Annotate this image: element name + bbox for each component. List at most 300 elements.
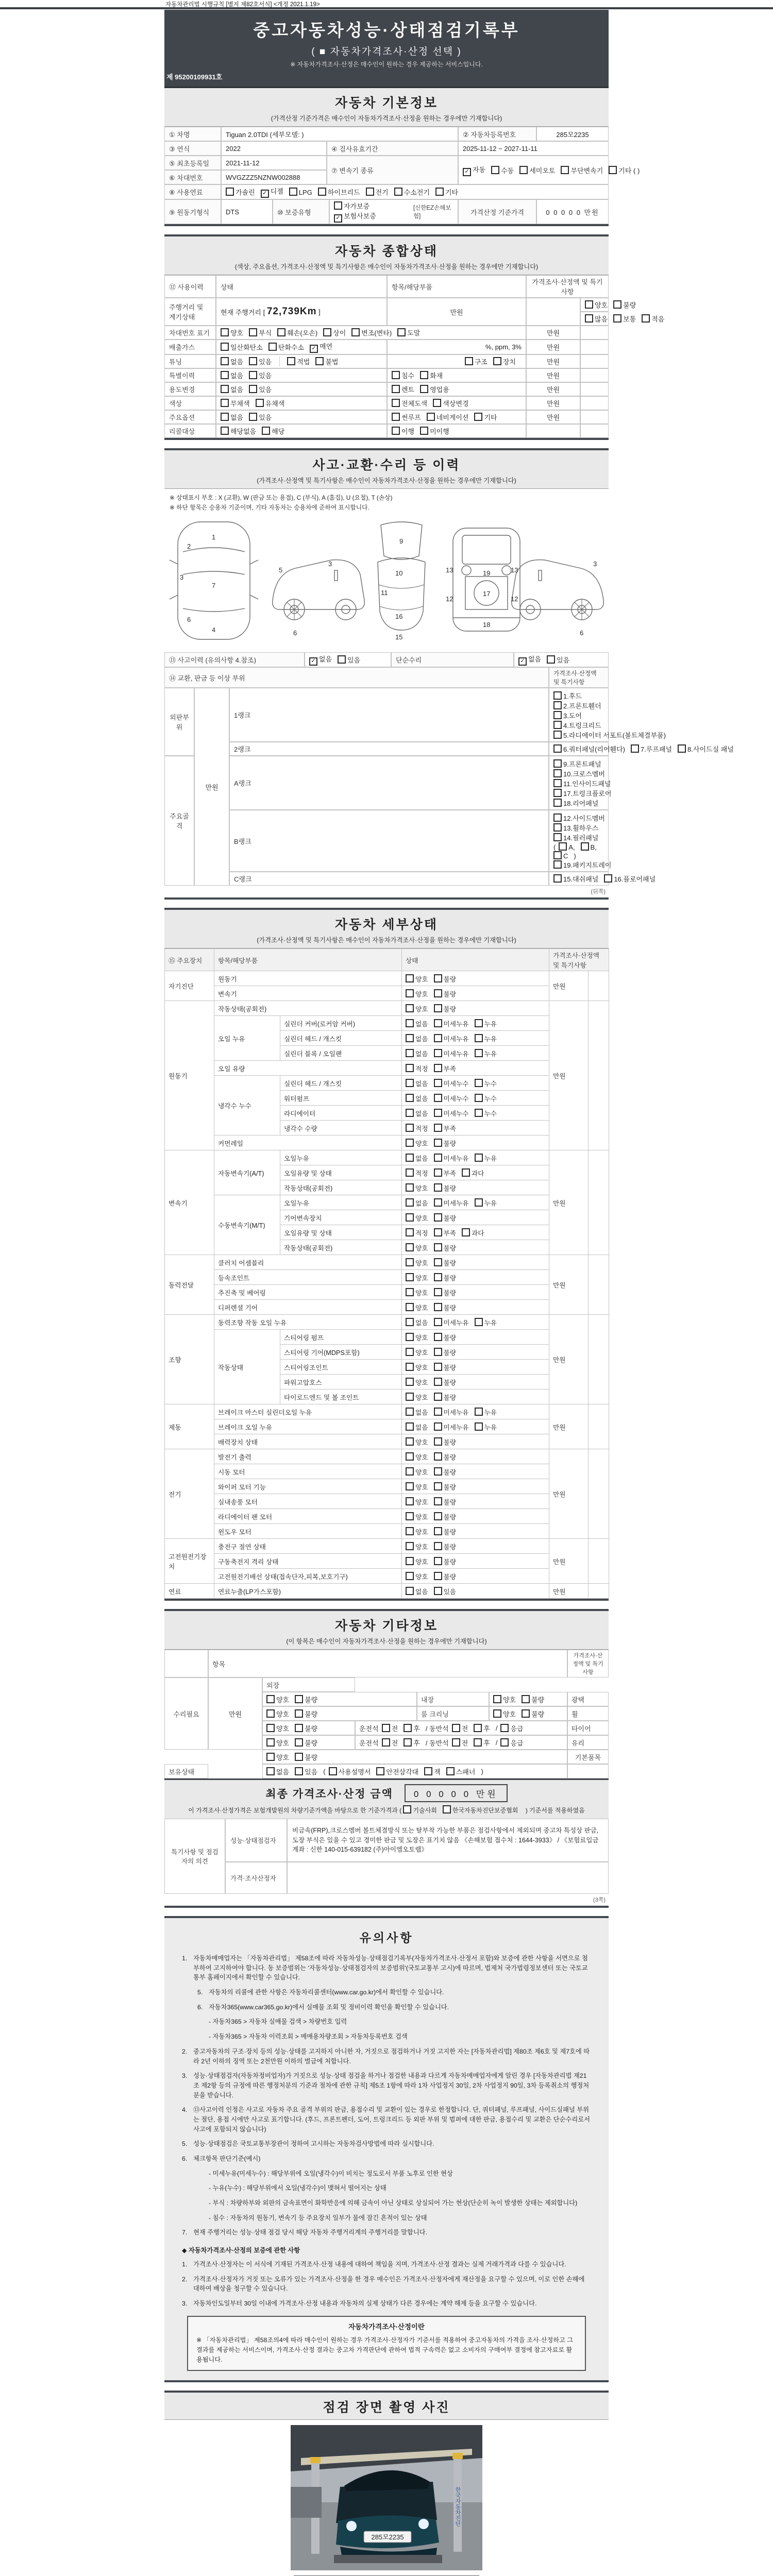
checkbox-option[interactable] [406, 1080, 428, 1088]
checkbox-option[interactable] [500, 1723, 523, 1733]
checkbox-option[interactable] [268, 342, 304, 352]
checkbox-option[interactable] [553, 834, 598, 842]
checkbox-option[interactable] [434, 1021, 469, 1028]
checkbox-icon[interactable] [406, 1064, 414, 1072]
checkbox-option[interactable] [462, 1170, 484, 1177]
checkbox-icon[interactable] [434, 1437, 442, 1446]
checkbox-option[interactable] [249, 412, 272, 422]
checkbox-icon[interactable] [452, 1724, 460, 1732]
checkbox-icon[interactable] [434, 1557, 442, 1565]
checkbox-option[interactable] [406, 1588, 428, 1596]
checkbox-option[interactable] [406, 1065, 428, 1073]
checkbox-icon[interactable] [277, 328, 285, 336]
checkbox-icon[interactable] [406, 1422, 414, 1431]
checkbox-icon[interactable] [249, 328, 257, 336]
checkbox-icon[interactable] [406, 1557, 414, 1565]
checkbox-option[interactable] [474, 412, 497, 422]
checkbox-icon[interactable] [474, 413, 482, 421]
checkbox-option[interactable] [406, 1424, 428, 1431]
checkbox-option[interactable] [553, 780, 611, 788]
checkbox-option[interactable] [221, 328, 243, 337]
checkbox-option[interactable] [262, 426, 284, 436]
checkbox-option[interactable] [434, 1200, 469, 1207]
checkbox-icon[interactable] [221, 399, 229, 407]
checkbox-option[interactable] [493, 1709, 516, 1719]
checkbox-icon[interactable] [553, 851, 562, 859]
checkbox-icon[interactable] [295, 1767, 303, 1775]
checkbox-icon[interactable] [404, 1738, 412, 1747]
checkbox-icon[interactable] [406, 1109, 414, 1117]
checkbox-icon[interactable] [434, 1363, 442, 1371]
checkbox-option[interactable] [522, 1694, 544, 1704]
checkbox-option[interactable] [334, 202, 369, 210]
checkbox-option[interactable] [434, 1364, 457, 1371]
checkbox-icon[interactable] [613, 314, 621, 323]
checkbox-option[interactable] [289, 188, 312, 196]
checkbox-option[interactable] [392, 384, 414, 394]
checkbox-icon[interactable] [452, 1738, 460, 1747]
checkbox-option[interactable] [434, 1230, 457, 1237]
checkbox-option[interactable] [406, 1469, 428, 1476]
checkbox-icon[interactable] [434, 1064, 442, 1072]
checkbox-option[interactable] [434, 1080, 469, 1088]
checkbox-icon[interactable] [553, 759, 562, 768]
checkbox-icon[interactable] [406, 1408, 414, 1416]
checkbox-icon[interactable] [475, 1049, 483, 1057]
checkbox-icon[interactable] [434, 974, 442, 982]
checkbox-icon[interactable] [581, 842, 589, 851]
checkbox-option[interactable] [397, 328, 420, 337]
checkbox-option[interactable] [434, 1454, 457, 1461]
checkbox-option[interactable] [406, 1379, 428, 1386]
checkbox-icon[interactable] [434, 1109, 442, 1117]
checkbox-icon[interactable] [406, 1393, 414, 1401]
checkbox-option[interactable] [406, 1021, 428, 1028]
checkbox-option[interactable] [406, 1364, 428, 1371]
checkbox-icon[interactable] [609, 166, 617, 174]
checkbox-icon[interactable] [475, 1034, 483, 1042]
checkbox-option[interactable] [406, 1514, 428, 1521]
checkbox-option[interactable] [553, 702, 601, 710]
checkbox-icon[interactable] [406, 1497, 414, 1505]
checkbox-icon[interactable] [434, 1198, 442, 1207]
checkbox-icon[interactable] [221, 385, 229, 393]
checkbox-option[interactable] [406, 1499, 428, 1506]
checkbox-option[interactable] [434, 1006, 457, 1013]
checkbox-icon[interactable] [329, 1767, 337, 1775]
checkbox-option[interactable] [266, 1738, 289, 1748]
checkbox-icon[interactable] [475, 1198, 483, 1207]
checkbox-icon[interactable] [475, 1109, 483, 1117]
checkbox-option[interactable] [295, 1694, 317, 1704]
checkbox-icon[interactable] [392, 385, 400, 393]
checkbox-icon[interactable] [406, 989, 414, 997]
checkbox-icon[interactable] [406, 1273, 414, 1281]
checkbox-option[interactable] [249, 384, 272, 394]
checkbox-icon[interactable] [376, 1767, 384, 1775]
checkbox-icon[interactable] [434, 989, 442, 997]
checkbox-option[interactable] [475, 1036, 497, 1043]
checkbox-option[interactable] [406, 1529, 428, 1536]
checkbox-option[interactable] [406, 1454, 428, 1461]
checkbox-icon[interactable] [392, 371, 400, 379]
checkbox-option[interactable] [406, 1215, 428, 1222]
checkbox-option[interactable] [475, 1409, 497, 1416]
checkbox-icon[interactable] [433, 399, 441, 407]
checkbox-icon[interactable] [553, 789, 562, 797]
checkbox-option[interactable] [295, 1709, 317, 1719]
checkbox-icon[interactable] [382, 1738, 390, 1747]
checkbox-option[interactable] [338, 655, 360, 665]
checkbox-option[interactable] [392, 370, 414, 380]
checkbox-option[interactable] [249, 370, 272, 380]
checkbox-icon[interactable] [434, 1139, 442, 1147]
checkbox-icon[interactable] [553, 833, 562, 841]
checkbox-icon[interactable] [406, 1572, 414, 1580]
checkbox-option[interactable] [334, 212, 376, 220]
checkbox-option[interactable] [434, 1125, 457, 1132]
checkbox-icon[interactable] [404, 1724, 412, 1732]
checkbox-icon[interactable] [585, 314, 593, 323]
checkbox-icon[interactable] [420, 371, 428, 379]
checkbox-option[interactable] [249, 328, 272, 337]
checkbox-option[interactable] [475, 1319, 497, 1327]
checkbox-option[interactable] [394, 187, 430, 197]
checkbox-icon[interactable] [434, 1572, 442, 1580]
checkbox-icon[interactable] [420, 427, 428, 435]
checkbox-option[interactable] [221, 412, 243, 422]
checkbox-option[interactable] [406, 1125, 428, 1132]
checkbox-checked-icon[interactable]: ✓ [310, 345, 318, 353]
checkbox-icon[interactable] [434, 1124, 442, 1132]
checkbox-option[interactable] [295, 1767, 317, 1776]
checkbox-icon[interactable] [424, 1767, 432, 1775]
checkbox-option[interactable] [434, 1275, 457, 1282]
checkbox-option[interactable] [463, 164, 485, 176]
checkbox-icon[interactable] [434, 1348, 442, 1356]
checkbox-option[interactable] [518, 654, 541, 666]
checkbox-icon[interactable] [266, 1738, 275, 1747]
checkbox-option[interactable] [553, 732, 666, 739]
checkbox-icon[interactable] [491, 166, 499, 174]
checkbox-icon[interactable] [434, 1408, 442, 1416]
checkbox-option[interactable] [475, 1155, 497, 1162]
checkbox-icon[interactable] [406, 1542, 414, 1550]
checkbox-option[interactable] [221, 342, 263, 352]
checkbox-icon[interactable] [266, 1724, 275, 1732]
checkbox-option[interactable] [406, 1394, 428, 1401]
checkbox-icon[interactable] [434, 1542, 442, 1550]
checkbox-icon[interactable] [406, 1437, 414, 1446]
checkbox-option[interactable] [221, 384, 243, 394]
checkbox-option[interactable] [519, 165, 555, 175]
checkbox-option[interactable] [406, 1006, 428, 1013]
checkbox-icon[interactable] [435, 188, 444, 196]
checkbox-icon[interactable] [406, 1154, 414, 1162]
checkbox-icon[interactable] [500, 1738, 509, 1747]
checkbox-icon[interactable] [427, 413, 435, 421]
checkbox-option[interactable] [493, 357, 516, 366]
checkbox-option[interactable] [434, 1349, 457, 1357]
checkbox-option[interactable] [434, 1409, 469, 1416]
checkbox-icon[interactable] [434, 1019, 442, 1027]
checkbox-icon[interactable] [462, 1168, 470, 1177]
checkbox-icon[interactable] [249, 371, 257, 379]
checkbox-icon[interactable] [475, 1079, 483, 1087]
checkbox-option[interactable] [434, 1334, 457, 1342]
checkbox-icon[interactable] [585, 300, 593, 309]
checkbox-icon[interactable] [434, 1467, 442, 1476]
checkbox-option[interactable] [642, 314, 664, 324]
checkbox-icon[interactable] [406, 1482, 414, 1490]
checkbox-option[interactable] [309, 654, 332, 666]
checkbox-option[interactable] [475, 1424, 497, 1431]
checkbox-option[interactable] [406, 1439, 428, 1446]
checkbox-checked-icon[interactable]: ✓ [518, 657, 527, 666]
checkbox-option[interactable] [434, 1319, 469, 1327]
checkbox-option[interactable] [406, 1036, 428, 1043]
checkbox-icon[interactable] [403, 1805, 411, 1814]
checkbox-option[interactable] [266, 1752, 289, 1762]
checkbox-option[interactable] [434, 1155, 469, 1162]
checkbox-icon[interactable] [266, 1753, 275, 1761]
checkbox-option[interactable] [475, 1021, 497, 1028]
checkbox-icon[interactable] [397, 328, 406, 336]
checkbox-option[interactable] [406, 1140, 428, 1147]
checkbox-icon[interactable] [351, 328, 360, 336]
checkbox-icon[interactable] [406, 1452, 414, 1461]
checkbox-icon[interactable] [493, 1709, 501, 1718]
checkbox-icon[interactable] [406, 1318, 414, 1326]
checkbox-option[interactable] [406, 1200, 428, 1207]
checkbox-option[interactable] [434, 1065, 457, 1073]
checkbox-option[interactable] [420, 384, 449, 394]
checkbox-icon[interactable] [318, 188, 326, 196]
checkbox-icon[interactable] [434, 1183, 442, 1192]
checkbox-option[interactable] [434, 1514, 457, 1521]
checkbox-option[interactable] [434, 1469, 457, 1476]
checkbox-option[interactable] [462, 1230, 484, 1237]
checkbox-icon[interactable] [392, 427, 400, 435]
checkbox-option[interactable] [434, 1499, 457, 1506]
checkbox-icon[interactable] [474, 1738, 482, 1747]
checkbox-icon[interactable] [553, 769, 562, 777]
checkbox-option[interactable] [434, 1394, 457, 1401]
checkbox-icon[interactable] [475, 1154, 483, 1162]
checkbox-option[interactable] [434, 1573, 457, 1581]
checkbox-option[interactable] [435, 187, 458, 197]
checkbox-icon[interactable] [406, 1303, 414, 1311]
checkbox-icon[interactable] [392, 413, 400, 421]
checkbox-icon[interactable] [295, 1695, 303, 1703]
checkbox-option[interactable] [475, 1095, 497, 1103]
checkbox-icon[interactable] [406, 1587, 414, 1595]
checkbox-option[interactable] [392, 412, 421, 422]
checkbox-option[interactable] [434, 1544, 457, 1551]
checkbox-option[interactable] [420, 370, 443, 380]
checkbox-option[interactable] [434, 1110, 469, 1117]
checkbox-option[interactable] [553, 692, 582, 700]
checkbox-option[interactable] [434, 1185, 457, 1192]
checkbox-option[interactable] [434, 1036, 469, 1043]
checkbox-icon[interactable] [493, 1695, 501, 1703]
checkbox-icon[interactable] [434, 1273, 442, 1281]
checkbox-option[interactable] [406, 1050, 428, 1058]
checkbox-icon[interactable] [406, 1363, 414, 1371]
checkbox-icon[interactable] [406, 1139, 414, 1147]
checkbox-option[interactable] [434, 1529, 457, 1536]
checkbox-icon[interactable] [266, 1695, 275, 1703]
checkbox-icon[interactable] [406, 1288, 414, 1296]
checkbox-option[interactable] [604, 874, 656, 884]
checkbox-option[interactable] [553, 744, 625, 754]
checkbox-option[interactable] [553, 824, 598, 832]
checkbox-option[interactable] [547, 655, 569, 665]
checkbox-icon[interactable] [434, 1318, 442, 1326]
checkbox-option[interactable] [613, 314, 636, 324]
checkbox-option[interactable] [406, 1334, 428, 1342]
checkbox-icon[interactable] [604, 874, 612, 883]
checkbox-option[interactable] [404, 1738, 420, 1748]
checkbox-option[interactable] [392, 426, 414, 436]
checkbox-option[interactable] [406, 1185, 428, 1192]
checkbox-icon[interactable] [642, 314, 650, 323]
checkbox-icon[interactable] [631, 744, 639, 753]
checkbox-option[interactable] [403, 1807, 436, 1814]
checkbox-option[interactable] [553, 852, 568, 860]
checkbox-option[interactable] [406, 1230, 428, 1237]
checkbox-icon[interactable] [406, 1378, 414, 1386]
checkbox-option[interactable] [452, 1723, 468, 1733]
checkbox-option[interactable] [406, 991, 428, 998]
checkbox-icon[interactable] [262, 427, 270, 435]
checkbox-option[interactable] [434, 1260, 457, 1267]
checkbox-option[interactable] [678, 744, 734, 754]
checkbox-icon[interactable] [434, 1034, 442, 1042]
checkbox-icon[interactable] [295, 1724, 303, 1732]
checkbox-option[interactable] [613, 300, 636, 310]
checkbox-icon[interactable] [287, 357, 295, 365]
checkbox-icon[interactable] [221, 343, 229, 351]
checkbox-option[interactable] [323, 328, 346, 337]
checkbox-icon[interactable] [268, 343, 277, 351]
checkbox-icon[interactable] [406, 1019, 414, 1027]
checkbox-icon[interactable] [406, 1527, 414, 1535]
checkbox-icon[interactable] [289, 188, 297, 196]
checkbox-icon[interactable] [561, 166, 569, 174]
checkbox-icon[interactable] [553, 874, 562, 883]
checkbox-icon[interactable] [221, 413, 229, 421]
checkbox-icon[interactable] [434, 1154, 442, 1162]
checkbox-icon[interactable] [500, 1724, 509, 1732]
checkbox-option[interactable] [266, 1767, 289, 1776]
checkbox-checked-icon[interactable]: ✓ [309, 657, 317, 666]
checkbox-icon[interactable] [613, 300, 621, 309]
checkbox-icon[interactable] [226, 188, 234, 196]
checkbox-icon[interactable] [434, 1258, 442, 1266]
checkbox-option[interactable] [392, 398, 427, 408]
checkbox-option[interactable] [434, 1290, 457, 1297]
checkbox-option[interactable] [434, 991, 457, 998]
checkbox-icon[interactable] [295, 1738, 303, 1747]
checkbox-option[interactable] [406, 1558, 428, 1566]
checkbox-icon[interactable] [221, 371, 229, 379]
checkbox-option[interactable] [465, 357, 488, 366]
checkbox-icon[interactable] [406, 974, 414, 982]
checkbox-option[interactable] [315, 358, 338, 366]
checkbox-option[interactable] [406, 1275, 428, 1282]
checkbox-option[interactable] [376, 1767, 418, 1776]
checkbox-icon[interactable] [493, 357, 501, 365]
checkbox-option[interactable] [382, 1723, 398, 1733]
checkbox-icon[interactable] [266, 1709, 275, 1718]
checkbox-option[interactable] [406, 976, 428, 983]
checkbox-option[interactable] [295, 1723, 317, 1733]
checkbox-option[interactable] [475, 1110, 497, 1117]
checkbox-option[interactable] [434, 1095, 469, 1103]
checkbox-icon[interactable] [406, 1228, 414, 1236]
checkbox-icon[interactable] [434, 1482, 442, 1490]
checkbox-icon[interactable] [553, 701, 562, 709]
checkbox-icon[interactable] [394, 188, 402, 196]
checkbox-icon[interactable] [406, 1168, 414, 1177]
checkbox-option[interactable] [585, 300, 608, 310]
checkbox-icon[interactable] [406, 1467, 414, 1476]
checkbox-icon[interactable] [434, 1168, 442, 1177]
checkbox-option[interactable] [474, 1723, 490, 1733]
checkbox-icon[interactable] [434, 1049, 442, 1057]
checkbox-option[interactable] [406, 1170, 428, 1177]
checkbox-option[interactable] [256, 398, 285, 408]
checkbox-icon[interactable] [406, 1034, 414, 1042]
checkbox-option[interactable] [434, 1304, 457, 1312]
checkbox-option[interactable] [221, 426, 256, 436]
checkbox-option[interactable] [221, 370, 243, 380]
checkbox-icon[interactable] [434, 1422, 442, 1431]
checkbox-icon[interactable] [553, 779, 562, 787]
checkbox-option[interactable] [406, 1304, 428, 1312]
checkbox-option[interactable] [553, 874, 598, 884]
checkbox-option[interactable] [366, 187, 389, 197]
checkbox-icon[interactable] [678, 744, 686, 753]
checkbox-option[interactable] [553, 800, 598, 807]
checkbox-icon[interactable] [406, 1348, 414, 1356]
checkbox-option[interactable] [406, 1409, 428, 1416]
checkbox-icon[interactable] [553, 799, 562, 807]
checkbox-icon[interactable] [406, 1243, 414, 1251]
checkbox-icon[interactable] [474, 1724, 482, 1732]
checkbox-option[interactable] [434, 1050, 469, 1058]
checkbox-icon[interactable] [522, 1709, 530, 1718]
checkbox-option[interactable] [266, 1723, 289, 1733]
checkbox-icon[interactable] [420, 385, 428, 393]
checkbox-icon[interactable] [475, 1318, 483, 1326]
checkbox-icon[interactable] [434, 1333, 442, 1341]
checkbox-icon[interactable] [406, 1079, 414, 1087]
checkbox-option[interactable] [261, 186, 283, 198]
checkbox-option[interactable] [553, 815, 605, 822]
checkbox-option[interactable] [434, 1379, 457, 1386]
checkbox-checked-icon[interactable]: ✓ [261, 190, 269, 198]
checkbox-icon[interactable] [434, 1079, 442, 1087]
checkbox-option[interactable] [446, 1767, 476, 1776]
checkbox-option[interactable] [406, 1573, 428, 1581]
checkbox-icon[interactable] [338, 655, 346, 664]
checkbox-option[interactable] [434, 1588, 457, 1596]
checkbox-icon[interactable] [434, 1303, 442, 1311]
checkbox-option[interactable] [434, 1215, 457, 1222]
checkbox-icon[interactable] [334, 201, 342, 210]
